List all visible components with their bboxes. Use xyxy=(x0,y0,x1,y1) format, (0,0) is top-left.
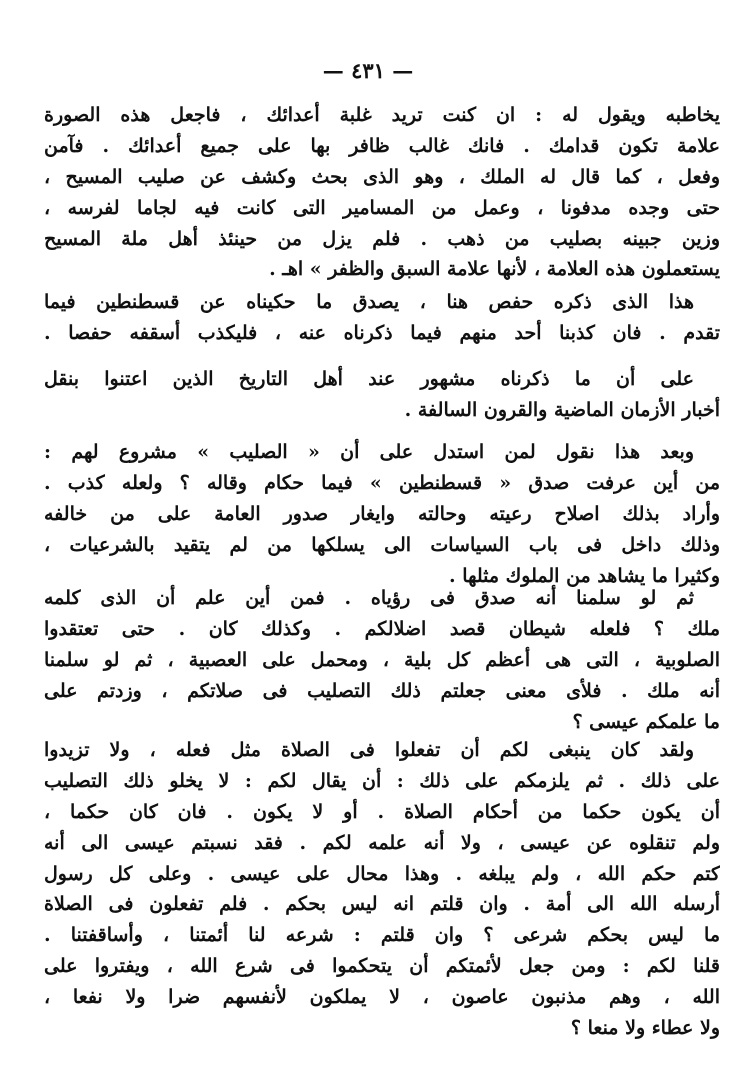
text-line: ما علمكم عيسى ؟ xyxy=(572,710,720,733)
text-line: ولم تنقلوه عن عيسى ، ولا أنه علمه لكم . فقد نسبتم عيسى الى أنه xyxy=(44,831,720,854)
page-number: — ٤٣١ — xyxy=(322,58,414,83)
text-line: تقدم . فان كذبنا أحد منهم فيما ذكرناه عنه ، فليكذب أسقفه حفصا . xyxy=(44,321,720,344)
text-line: أرسله الله الى أمة . وان قلتم انه ليس بحكم . فلم تفعلون فى الصلاة xyxy=(44,893,720,916)
text-line: على أن ما ذكرناه مشهور عند أهل التاريخ الذين اعتنوا بنقل xyxy=(44,368,694,390)
text-line: أن يكون حكما من أحكام الصلاة . أو لا يكون . فان كان حكما ، xyxy=(44,800,720,823)
text-line: الصلوبية ، التى هى أعظم كل بلية ، ومحمل على العصبية ، ثم لو سلمنا xyxy=(44,648,720,671)
text-line: وأراد بذلك اصلاح رعيته وحالته وايغار صدور العامة على من خالفه xyxy=(44,502,720,525)
text-line: ثم لو سلمنا أنه صدق فى رؤياه . فمن أين علم أن الذى كلمه xyxy=(44,587,694,609)
text-line: على ذلك . ثم يلزمكم على ذلك : أن يقال لكم : لا يخلو ذلك التصليب xyxy=(44,769,720,792)
text-line: أخبار الأزمان الماضية والقرون السالفة . xyxy=(404,398,720,421)
text-line: ملك ؟ فلعله شيطان قصد اضلالكم . وكذلك كان . حتى تعتقدوا xyxy=(44,617,720,640)
text-line: قلنا لكم : ومن جعل لأئمتكم أن يتحكموا فى شرع الله ، ويفتروا على xyxy=(44,955,720,978)
paragraph xyxy=(44,735,720,1044)
text-line: الله ، وهم مذنبون عاصون ، لا يملكون لأنفسهم ضرا ولا نفعا ، xyxy=(44,986,720,1009)
text-line: وفعل ، كما قال له الملك ، وهو الذى بحث وكشف عن صليب المسيح ، xyxy=(44,165,720,188)
text-line: وبعد هذا نقول لمن استدل على أن « الصليب » مشروع لهم : xyxy=(44,441,694,463)
text-line: حتى وجده مدفونا ، وعمل من المسامير التى كانت فيه لجاما لفرسه ، xyxy=(44,196,720,219)
paragraph xyxy=(44,287,720,349)
text-line: كتم حكم الله ، ولم يبلغه . وهذا محال على عيسى . وعلى كل رسول xyxy=(44,862,720,885)
text-line: هذا الذى ذكره حفص هنا ، يصدق ما حكيناه عن قسطنطين فيما xyxy=(44,291,694,313)
paragraph xyxy=(44,364,720,426)
paragraph xyxy=(44,437,720,591)
text-line: ولا عطاء ولا منعا ؟ xyxy=(570,1017,720,1040)
text-line: من أين عرفت صدق « قسطنطين » فيما حكام وقاله ؟ ولعله كذب . xyxy=(44,471,720,494)
text-line: يستعملون هذه العلامة ، لأنها علامة السبق والظفر » اهـ . xyxy=(269,258,720,281)
text-line: علامة تكون قدامك . فانك غالب ظافر بها على جميع أعدائك . فآمن xyxy=(44,134,720,157)
text-line: وزين جبينه بصليب من ذهب . فلم يزل من حينئذ أهل ملة المسيح xyxy=(44,227,720,250)
text-line: ولقد كان ينبغى لكم أن تفعلوا فى الصلاة مثل فعله ، ولا تزيدوا xyxy=(44,739,694,761)
text-line: ما ليس بحكم شرعى ؟ وان قلتم : شرعه لنا أئمتنا ، وأساقفتنا . xyxy=(44,924,720,947)
text-line: وكثيرا ما يشاهد من الملوك مثلها . xyxy=(449,564,720,587)
text-line: أنه ملك . فلأى معنى جعلتم ذلك التصليب فى صلاتكم ، وزدتم على xyxy=(44,679,720,702)
paragraph xyxy=(44,100,720,285)
text-line: يخاطبه ويقول له : ان كنت تريد غلبة أعدائك ، فاجعل هذه الصورة xyxy=(44,104,720,126)
paragraph xyxy=(44,583,720,737)
text-line: وذلك داخل فى باب السياسات الى يسلكها من لم يتقيد بالشرعيات ، xyxy=(44,533,720,556)
